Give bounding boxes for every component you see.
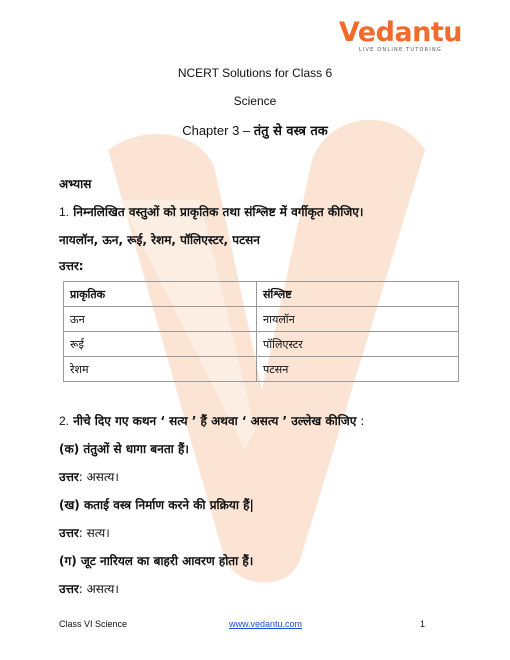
answer-value: : असत्य। <box>78 470 119 484</box>
answer-value: : असत्य। <box>78 582 119 596</box>
answer-value: : सत्य। <box>78 526 110 540</box>
statement-kha: (ख) कताई वस्त्र निर्माण करने की प्रक्रिया हैं| <box>59 498 254 512</box>
answer-label: उत्तर <box>59 470 79 484</box>
answer-ka <box>59 468 119 485</box>
table-header-cell: प्राकृतिक <box>64 282 257 307</box>
question-2-number: 2. <box>59 414 70 428</box>
chapter-prefix: Chapter 3 – <box>182 123 254 138</box>
table-cell: पॉलिएस्टर <box>257 332 459 357</box>
answer-label: उत्तर <box>59 582 79 596</box>
table-cell: पटसन <box>257 357 459 382</box>
footer-class-label: Class VI Science <box>59 619 128 629</box>
document-title: NCERT Solutions for Class 6 <box>177 66 333 80</box>
question-1-number: 1. <box>59 205 70 219</box>
table-row <box>64 357 459 382</box>
table-cell: रेशम <box>64 357 257 382</box>
vedantu-logo <box>339 18 462 53</box>
question-2-colon: : <box>356 414 365 428</box>
table-cell: रूई <box>64 332 257 357</box>
question-1-text: निम्नलिखित वस्तुओं को प्राकृतिक तथा संश्लिष्ट में वर्गीकृत कीजिए। <box>73 205 364 219</box>
answer-label: उत्तर <box>59 526 79 540</box>
table-row <box>64 307 459 332</box>
answer-ga <box>59 580 119 597</box>
answer-1-label: उत्तर: <box>59 259 84 273</box>
table-row <box>64 332 459 357</box>
chapter-name: तंतु से वस्त्र तक <box>253 124 328 139</box>
table-header-row <box>64 282 459 307</box>
page-number: 1 <box>420 619 426 629</box>
question-2 <box>59 412 364 429</box>
subject-title: Science <box>233 94 277 108</box>
question-1-items: नायलॉन, ऊन, रूई, रेशम, पॉलिएस्टर, पटसन <box>59 233 260 247</box>
statement-ka: (क) तंतुओं से धागा बनता हैं। <box>59 442 189 456</box>
footer-website-link[interactable]: www.vedantu.com <box>229 619 303 629</box>
logo-tagline: LIVE ONLINE TUTORING <box>358 47 442 53</box>
answer-kha <box>59 524 110 541</box>
question-1 <box>59 203 363 220</box>
question-2-text: नीचे दिए गए कथन ‘ सत्य ’ हैं अथवा ‘ असत्य ’ उल्लेख कीजिए <box>73 414 357 428</box>
logo-wordmark: Vedantu <box>338 17 462 48</box>
classification-table <box>63 281 459 382</box>
statement-ga: (ग) जूट नारियल का बाहरी आवरण होता हैं। <box>59 554 254 568</box>
section-heading: अभ्यास <box>59 177 92 191</box>
table-header-cell: संश्लिष्ट <box>257 282 459 307</box>
table-cell: नायलॉन <box>257 307 459 332</box>
chapter-title <box>0 121 510 139</box>
table-cell: ऊन <box>64 307 257 332</box>
